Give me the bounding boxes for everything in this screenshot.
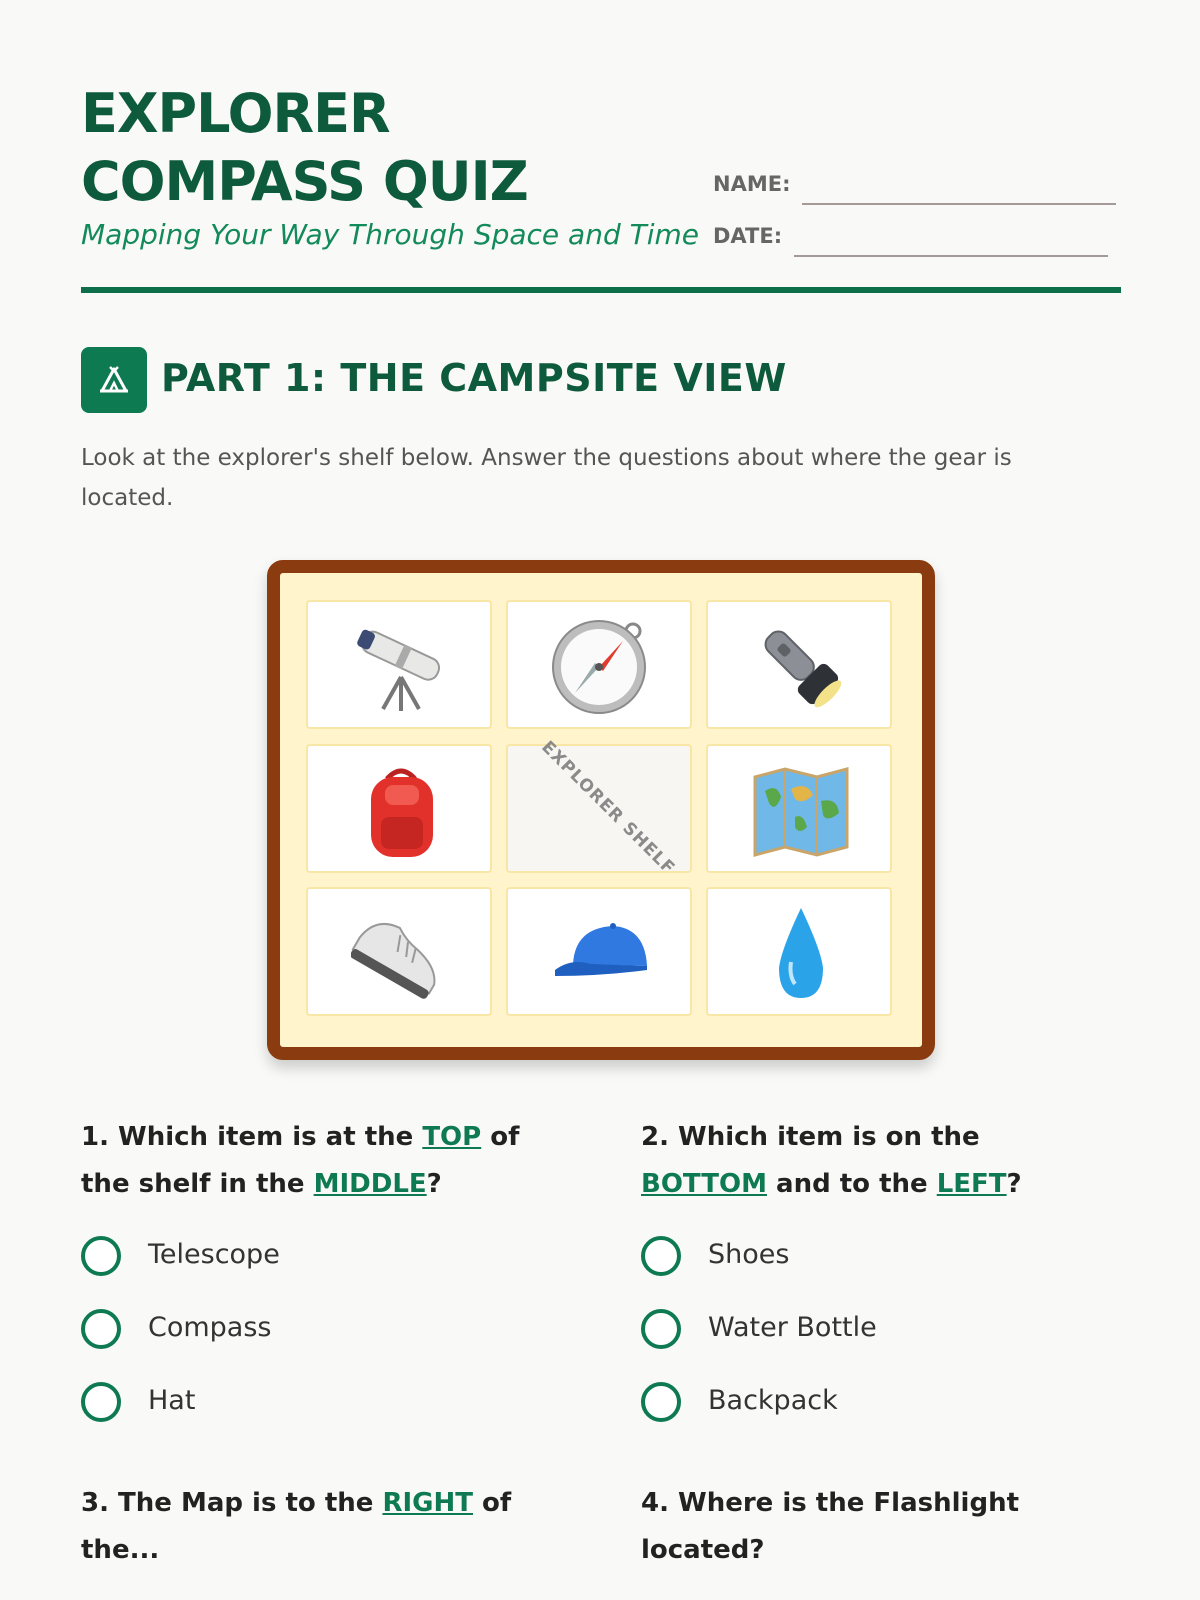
shelf-cell-top-right	[706, 600, 892, 729]
title-line-2: COMPASS QUIZ	[81, 150, 528, 213]
keyword-right: RIGHT	[382, 1488, 473, 1518]
map-icon	[751, 761, 851, 861]
keyword-top: TOP	[422, 1122, 482, 1152]
name-label: NAME:	[713, 172, 791, 196]
shelf-cell-middle-left	[306, 744, 492, 873]
radio-button[interactable]	[81, 1309, 121, 1349]
question-1: 1. Which item is at the TOP of the shelf in the MIDDLE?	[81, 1122, 520, 1199]
cap-icon	[551, 904, 651, 1004]
section-instructions: Look at the explorer's shelf below. Answer the questions about where the gear is located.	[81, 445, 1012, 511]
date-field[interactable]	[794, 255, 1108, 257]
water-drop-icon	[751, 904, 851, 1004]
worksheet	[81, 0, 1121, 1600]
compass-icon	[551, 617, 651, 717]
keyword-left: LEFT	[936, 1169, 1007, 1199]
shoe-icon	[351, 904, 451, 1004]
worksheet-subtitle: Mapping Your Way Through Space and Time	[81, 218, 700, 251]
telescope-icon	[351, 617, 451, 717]
option-label: Backpack	[708, 1385, 838, 1416]
shelf-cell-bottom-left	[306, 887, 492, 1016]
keyword-middle: MIDDLE	[313, 1169, 427, 1199]
option-label: Shoes	[708, 1239, 790, 1270]
question-3: 3. The Map is to the RIGHT of the...	[81, 1488, 512, 1565]
backpack-icon	[351, 761, 451, 861]
tent-icon	[81, 347, 147, 413]
shelf-cell-middle-right	[706, 744, 892, 873]
shelf-watermark: EXPLORER SHELF	[537, 737, 679, 879]
header-divider	[81, 287, 1121, 293]
title-line-1: EXPLORER	[81, 82, 390, 145]
radio-button[interactable]	[641, 1309, 681, 1349]
shelf-cell-bottom-right	[706, 887, 892, 1016]
worksheet-title	[81, 80, 528, 216]
question-4: 4. Where is the Flashlight located?	[641, 1488, 1020, 1565]
date-label: DATE:	[713, 224, 783, 248]
radio-button[interactable]	[81, 1382, 121, 1422]
shelf-cell-bottom-middle	[506, 887, 692, 1016]
radio-button[interactable]	[641, 1382, 681, 1422]
question-2: 2. Which item is on the BOTTOM and to the LEFT?	[641, 1122, 1022, 1199]
radio-button[interactable]	[81, 1236, 121, 1276]
option-label: Telescope	[148, 1239, 280, 1270]
option-label: Compass	[148, 1312, 272, 1343]
flashlight-icon	[751, 617, 851, 717]
radio-button[interactable]	[641, 1236, 681, 1276]
section-title: PART 1: THE CAMPSITE VIEW	[161, 356, 787, 400]
keyword-bottom: BOTTOM	[641, 1169, 767, 1199]
name-field[interactable]	[802, 203, 1116, 205]
shelf-cell-center	[506, 737, 692, 879]
shelf-cell-top-left	[306, 600, 492, 729]
explorer-shelf	[267, 560, 935, 1060]
shelf-cell-top-middle	[506, 600, 692, 729]
option-label: Water Bottle	[708, 1312, 877, 1343]
option-label: Hat	[148, 1385, 196, 1416]
